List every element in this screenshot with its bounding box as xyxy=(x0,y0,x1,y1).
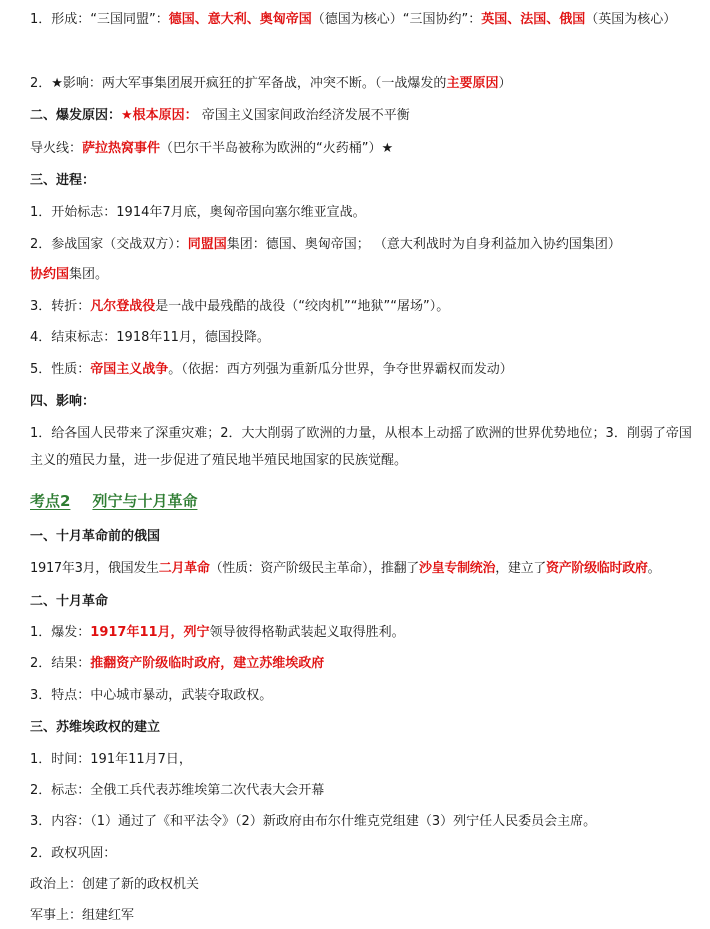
outbreak-causes-heading: 二、爆发原因：★根本原因： 帝国主义国家间政治经济发展不平衡 xyxy=(30,108,410,123)
influence-heading: 四、影响： xyxy=(30,394,96,409)
revolution-result: 推翻资产阶级临时政府，建立苏维埃政府 xyxy=(90,656,325,671)
influence-content: 1．给各国人民带来了深重灾难；2．大大削弱了欧洲的力量，从根本上动摇了欧洲的世界优势地位；3．削弱了帝国主义的殖民力量，进一步促进了殖民地半殖民地国家的民族觉醒。 xyxy=(30,426,692,468)
end-marker-line: 4．结束标志：1918年11月，德国投降。 xyxy=(30,330,270,345)
trigger-line: 导火线：萨拉热窝事件（巴尔干半岛被称为欧洲的“火药桶”）★ xyxy=(30,141,394,156)
process-heading: 三、进程： xyxy=(30,173,96,188)
february-revolution: 二月革命 xyxy=(158,561,210,576)
result-line: 2．结果：推翻资产阶级临时政府，建立苏维埃政府 xyxy=(30,656,325,671)
belligerents-line: 2．参战国家（交战双方）：同盟国集团：德国、奥匈帝国； （意大利战时为自身利益加入协约国集团） xyxy=(30,237,621,252)
pre-revolution-heading: 一、十月革命前的俄国 xyxy=(30,529,161,544)
triple-entente-members: 英国、法国、俄国 xyxy=(481,12,586,27)
time-line: 1．时间：191年11月7日， xyxy=(30,752,192,767)
triple-alliance-members: 德国、意大利、奥匈帝国 xyxy=(168,12,312,27)
february-revolution-line: 1917年3月，俄国发生二月革命（性质：资产阶级民主革命），推翻了沙皇专制统治，建立了资产阶级临时政府。 xyxy=(30,561,661,576)
verdun-battle: 凡尔登战役 xyxy=(90,299,156,314)
root-cause-label: ★根本原因： xyxy=(121,108,198,123)
content-line: 3．内容：（1）通过了《和平法令》（2）新政府由布尔什维克党组建（3）列宁任人民委员会主席。 xyxy=(30,814,597,829)
military-line: 军事上：组建红军 xyxy=(30,908,135,923)
entente-line: 协约国集团。 xyxy=(30,267,109,282)
impact-line: 2．★影响：两大军事集团展开疯狂的扩军备战，冲突不断。（一战爆发的主要原因） xyxy=(30,76,512,91)
outbreak-date-leader: 1917年11月，列宁 xyxy=(90,625,210,640)
feature-line: 3．特点：中心城市暴动，武装夺取政权。 xyxy=(30,688,273,703)
sarajevo-incident: 萨拉热窝事件 xyxy=(82,141,161,156)
formation-line: 1．形成：“三国同盟”：德国、意大利、奥匈帝国（德国为核心）“三国协约”：英国、法国、俄国（英国为核心） xyxy=(30,12,677,27)
consolidation-line: 2．政权巩固： xyxy=(30,846,117,861)
turning-point-line: 3．转折：凡尔登战役是一战中最残酷的战役（“绞肉机”“地狱”“屠场”）。 xyxy=(30,299,450,314)
tsarist-autocracy: 沙皇专制统治 xyxy=(418,561,496,576)
soviet-establishment-heading: 三、苏维埃政权的建立 xyxy=(30,720,161,735)
imperialist-war: 帝国主义战争 xyxy=(90,362,169,377)
marker-line: 2．标志：全俄工兵代表苏维埃第二次代表大会开幕 xyxy=(30,783,325,798)
october-revolution-heading: 二、十月革命 xyxy=(30,594,109,609)
topic-title: 考点2 列宁与十月革命 xyxy=(30,492,198,510)
outbreak-line: 1．爆发：1917年11月，列宁领导彼得格勒武装起义取得胜利。 xyxy=(30,625,405,640)
central-powers: 同盟国 xyxy=(187,237,227,252)
political-line: 政治上：创建了新的政权机关 xyxy=(30,877,200,892)
nature-line: 5．性质：帝国主义战争。（依据：西方列强为重新瓜分世界，争夺世界霸权而发动） xyxy=(30,362,513,377)
start-marker-line: 1．开始标志：1914年7月底，奥匈帝国向塞尔维亚宣战。 xyxy=(30,205,366,220)
entente-powers: 协约国 xyxy=(30,267,70,282)
main-cause: 主要原因 xyxy=(446,76,499,91)
provisional-government: 资产阶级临时政府 xyxy=(546,561,648,576)
